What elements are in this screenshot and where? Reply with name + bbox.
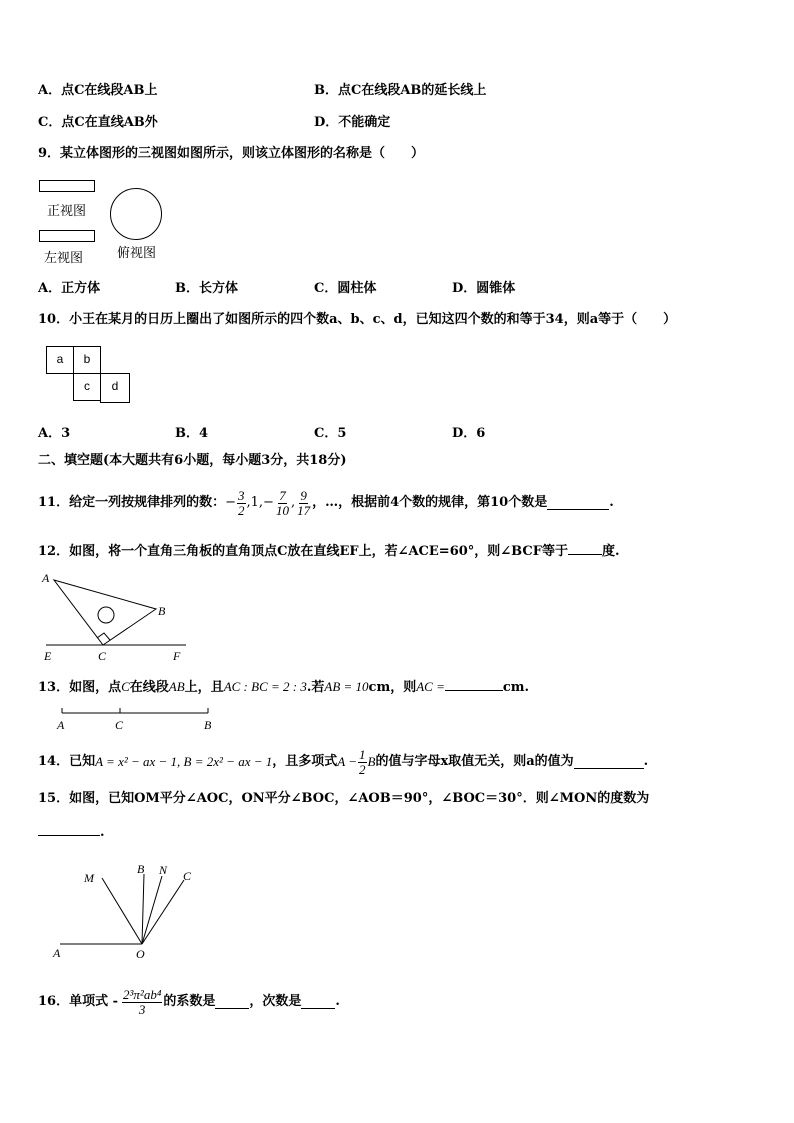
- ray-ob: [142, 874, 144, 944]
- label-c: C: [98, 649, 107, 663]
- q16: [38, 982, 340, 1022]
- q13: [38, 677, 529, 696]
- q10-option-c: C．5: [314, 426, 347, 441]
- q11-answer-blank[interactable]: [547, 496, 609, 510]
- q13-point-c: C: [121, 679, 130, 694]
- q11-suffix: ，…，根据前4个数的规律，第10个数是: [312, 495, 548, 510]
- q16-end: .: [335, 994, 340, 1009]
- q8-option-d: D．不能确定: [314, 115, 391, 130]
- angle-label-o: O: [136, 947, 145, 960]
- q13-unit: cm.: [502, 680, 530, 695]
- q11-mid: ,1,−: [246, 495, 274, 510]
- ray-oc: [142, 880, 184, 944]
- q14-end: .: [643, 754, 649, 769]
- angle-label-m: M: [84, 871, 94, 885]
- q12-stem: 12．如图，将一个直角三角板的直角顶点C放在直线EF上，若∠ACE=60°，则∠BCF等于: [38, 544, 568, 559]
- q15-answer-blank[interactable]: [38, 822, 100, 836]
- ray-om: [102, 878, 142, 944]
- label-e: E: [44, 649, 52, 663]
- q13-prefix: 13．如图，点: [38, 680, 122, 695]
- q14-fraction: [358, 748, 367, 777]
- q9-option-a: A．正方体: [38, 281, 101, 296]
- calendar-cell-c: c: [73, 373, 101, 401]
- left-view-rect: [39, 230, 95, 242]
- q12: [38, 541, 620, 560]
- q16-f-num: 2³π²ab⁴: [123, 986, 162, 1002]
- front-view-label: 正视图: [47, 203, 87, 218]
- q16-degree-blank[interactable]: [301, 995, 335, 1009]
- q14-poly-a: A −: [337, 754, 358, 769]
- q13-segment-figure: [50, 703, 220, 733]
- q13-ab-length: AB = 10: [324, 679, 369, 694]
- seg-label-b: B: [204, 718, 212, 732]
- q11-f1-den: 2: [238, 502, 245, 518]
- triangle-hole: [98, 607, 114, 623]
- label-b: B: [158, 604, 166, 618]
- q10-option-b: B．4: [175, 426, 209, 441]
- q14-mid: ，且多项式: [272, 754, 338, 769]
- q13-segment-ab: AB: [168, 679, 185, 694]
- q11-fraction-3: [296, 489, 311, 518]
- q12-triangle-figure: [38, 568, 198, 664]
- q9-stem: 9．某立体图形的三视图如图所示，则该立体图形的名称是（ ）: [38, 146, 425, 161]
- q9-option-c: C．圆柱体: [314, 281, 377, 296]
- q11-f2-num: 7: [279, 487, 286, 503]
- q16-coefficient-blank[interactable]: [215, 995, 249, 1009]
- q8-option-c: C．点C在直线AB外: [38, 115, 158, 130]
- q13-ratio: AC : BC = 2 : 3: [223, 679, 307, 694]
- top-view-label: 俯视图: [117, 245, 157, 260]
- q14-prefix: 14．已知: [38, 754, 96, 769]
- section-heading: 二、填空题(本大题共有6小题，每小题3分，共18分): [38, 453, 347, 468]
- q11-fraction-1: [237, 489, 246, 518]
- q13-ac: AC =: [416, 679, 445, 694]
- angle-label-n: N: [159, 863, 168, 877]
- q16-mid: 的系数是: [163, 994, 216, 1009]
- q15-stem: 15．如图，已知OM平分∠AOC，ON平分∠BOC，∠AOB＝90°，∠BOC＝30°．则∠MON的度数为: [38, 791, 650, 806]
- calendar-cell-a: a: [46, 346, 74, 374]
- q11-f3-den: 17: [297, 502, 311, 518]
- q15-angle-figure: [50, 860, 210, 960]
- right-triangle: [54, 580, 156, 645]
- q16-prefix: 16．单项式 -: [38, 994, 119, 1009]
- q11: [38, 485, 614, 521]
- q14-f-den: 2: [359, 761, 366, 777]
- q12-unit: 度.: [602, 544, 620, 559]
- q13-mid2: 上，且: [184, 680, 224, 695]
- calendar-cell-d: d: [100, 373, 130, 403]
- ray-on: [142, 876, 162, 944]
- q11-f2-den: 10: [275, 502, 289, 518]
- q14-f-num: 1: [359, 746, 366, 762]
- angle-label-a: A: [53, 946, 61, 960]
- q11-comma: ,: [290, 495, 296, 510]
- angle-label-b: B: [137, 862, 145, 876]
- q11-prefix: 11．给定一列按规律排列的数：: [38, 495, 226, 510]
- q13-mid3: .若: [306, 680, 325, 695]
- q11-f3-num: 9: [300, 487, 307, 503]
- q11-fraction-2: [275, 489, 290, 518]
- left-view-label: 左视图: [44, 250, 84, 265]
- q11-f1-num: 3: [238, 487, 245, 503]
- q13-mid4: cm，则: [368, 680, 417, 695]
- q14-poly-b: B: [367, 754, 376, 769]
- q13-answer-blank[interactable]: [445, 677, 503, 691]
- seg-label-c: C: [115, 718, 124, 732]
- label-a: A: [42, 571, 50, 585]
- angle-label-c: C: [183, 869, 192, 883]
- q10-option-a: A．3: [38, 426, 71, 441]
- q9-option-b: B．长方体: [175, 281, 238, 296]
- q9-option-d: D．圆锥体: [452, 281, 516, 296]
- q15-answer-line: [38, 822, 105, 841]
- label-f: F: [173, 649, 181, 663]
- q14-answer-blank[interactable]: [574, 755, 644, 769]
- q16-fraction: [122, 988, 162, 1017]
- q14-suffix: 的值与字母x取值无关，则a的值为: [375, 754, 574, 769]
- front-view-rect: [39, 180, 95, 192]
- q14: [38, 744, 648, 780]
- q11-neg: −: [225, 495, 236, 510]
- q15-end: .: [100, 825, 105, 840]
- seg-label-a: A: [57, 718, 65, 732]
- q16-mid2: ，次数是: [249, 994, 302, 1009]
- q8-option-a: A．点C在线段AB上: [38, 83, 158, 98]
- q16-f-den: 3: [138, 1001, 146, 1017]
- q8-option-b: B．点C在线段AB的延长线上: [314, 83, 487, 98]
- q11-end: .: [609, 495, 614, 510]
- q13-mid1: 在线段: [129, 680, 169, 695]
- q10-option-d: D．6: [452, 426, 486, 441]
- q12-answer-blank[interactable]: [568, 541, 602, 555]
- q14-expr: A = x² − ax − 1, B = 2x² − ax − 1: [95, 754, 273, 769]
- q10-stem: 10．小王在某月的日历上圈出了如图所示的四个数a、b、c、d，已知这四个数的和等于34，则a等于（ ）: [38, 312, 677, 327]
- top-view-circle: [110, 188, 162, 240]
- calendar-cell-b: b: [73, 346, 101, 374]
